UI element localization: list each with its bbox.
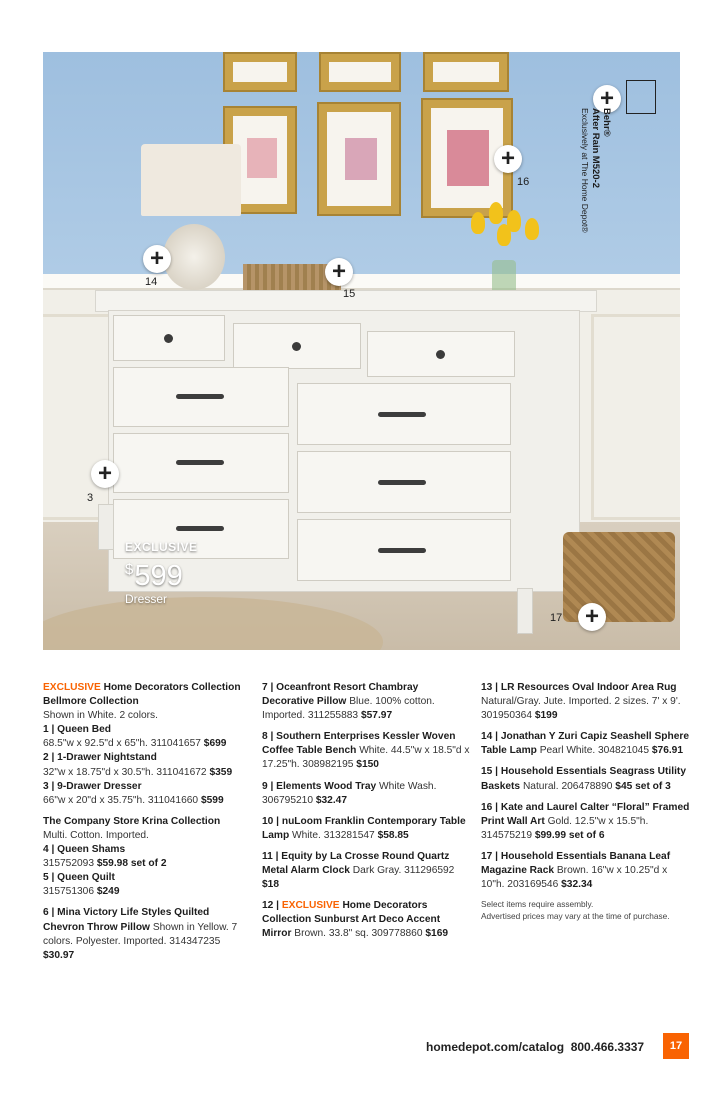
item-price: $57.97: [360, 710, 393, 722]
item-title: 9 | Elements Wood Tray: [262, 780, 377, 792]
dresser-drawer[interactable]: [367, 331, 515, 377]
catalog-url[interactable]: homedepot.com/catalog: [426, 1040, 565, 1054]
hotspot-label: 15: [343, 288, 356, 300]
listing-column-2: [262, 681, 472, 949]
drawer-knob: [164, 334, 173, 343]
listing-column-1: [43, 681, 248, 970]
item-desc: Dark Gray. 311296592: [352, 865, 455, 877]
framed-print[interactable]: [223, 52, 297, 92]
dresser-drawer[interactable]: [297, 451, 511, 513]
item-desc: Pearl White. 304821045: [539, 745, 650, 757]
phone-number[interactable]: 800.466.3337: [570, 1040, 645, 1054]
listing-column-3: [481, 681, 691, 922]
item-price: $599: [200, 794, 224, 806]
item-desc: White. 44.5"w x 18.5"d x 17.25"h. 308982195: [262, 745, 470, 771]
currency-symbol: $: [125, 561, 134, 578]
footer-contact: [426, 1040, 644, 1054]
dresser-drawer[interactable]: [113, 433, 289, 493]
item-number: 12 |: [262, 900, 280, 912]
item-title: 3 | 9-Drawer Dresser: [43, 780, 142, 792]
paint-swatch: [626, 80, 656, 114]
item-desc: 66"w x 20"d x 35.75"h. 311041660: [43, 794, 199, 806]
drawer-pull: [378, 548, 426, 553]
item-desc: Blue. 100% cotton. Imported. 311255883: [262, 696, 435, 722]
item-price: $199: [534, 710, 558, 722]
hotspot-plus-icon[interactable]: +: [91, 460, 119, 488]
price-value: 599: [134, 560, 183, 592]
drawer-knob: [436, 350, 445, 359]
collection-name: The Company Store Krina Collection: [43, 815, 221, 827]
framed-print[interactable]: [319, 52, 401, 92]
wall-panel: [591, 314, 680, 520]
item-title: 6 | Mina Victory Life Styles Quilted Chevron Throw Pillow: [43, 907, 210, 933]
collection-note: Shown in White. 2 colors.: [43, 710, 158, 722]
item-price: $76.91: [651, 745, 684, 757]
exclusive-badge: EXCLUSIVE: [43, 682, 101, 693]
hotspot-plus-icon[interactable]: +: [578, 603, 606, 631]
item-title: 7 | Oceanfront Resort Chambray Decorative Pillow: [262, 682, 419, 708]
collection-note: Multi. Cotton. Imported.: [43, 829, 149, 841]
drawer-pull: [176, 460, 224, 465]
item-price: $150: [356, 759, 379, 771]
dresser-drawer[interactable]: [113, 367, 289, 427]
item-price: $249: [96, 886, 120, 898]
item-desc: 315751306: [43, 886, 94, 898]
hotspot-plus-icon[interactable]: +: [325, 258, 353, 286]
room-photo: [43, 52, 680, 650]
hotspot-plus-icon[interactable]: +: [593, 85, 621, 113]
framed-print[interactable]: [423, 52, 509, 92]
item-title: 2 | 1-Drawer Nightstand: [43, 752, 157, 764]
hotspot-label: 14: [145, 276, 158, 288]
dresser-drawer[interactable]: [233, 323, 361, 369]
item-desc: Natural/Gray. Jute. Imported. 2 sizes. 7' x 9'. 301950364: [481, 696, 681, 722]
item-title: 15 | Household Essentials Seagrass Utility Baskets: [481, 766, 686, 792]
hotspot-label: 16: [517, 176, 530, 188]
drawer-pull: [378, 412, 426, 417]
item-title: 13 | LR Resources Oval Indoor Area Rug: [481, 682, 677, 693]
collection-name: Home Decorators Collection Bellmore Collection: [43, 682, 241, 708]
disclaimer: [481, 899, 691, 922]
exclusive-price-tag: [125, 540, 198, 606]
paint-note: Exclusively at The Home Depot®: [580, 108, 590, 233]
item-price: $32.47: [315, 794, 348, 806]
disclaimer-prices: Advertised prices may vary at the time of purchase.: [481, 910, 670, 921]
item-title: 5 | Queen Quilt: [43, 872, 115, 884]
hotspot-label: 17: [550, 612, 563, 624]
item-price: $32.34: [561, 879, 593, 891]
item-desc: White. 313281547: [292, 829, 375, 841]
item-desc: Shown in Yellow. 7 colors. Polyester. Imported. 314347235: [43, 921, 238, 947]
tag-price: [125, 554, 198, 592]
item-desc: Natural. 206478890: [522, 780, 613, 792]
dresser-drawer[interactable]: [297, 519, 511, 581]
drawer-pull: [378, 480, 426, 485]
item-title: 14 | Jonathan Y Zuri Capiz Seashell Sphere Table Lamp: [481, 731, 689, 757]
dresser-leg: [98, 504, 114, 550]
item-title: 16 | Kate and Laurel Calter “Floral” Framed Print Wall Art: [481, 801, 690, 827]
drawer-pull: [176, 394, 224, 399]
item-title: Home Decorators Collection Sunburst Art Deco Accent Mirror: [262, 900, 441, 940]
item-price: $30.97: [43, 949, 75, 961]
paint-brand: Behr®: [601, 108, 612, 137]
item-desc: Gold. 12.5"w x 15.5"h. 314575219: [481, 815, 649, 841]
paint-name: After Rain: [590, 108, 601, 154]
item-price: $169: [425, 928, 449, 940]
hotspot-plus-icon[interactable]: +: [143, 245, 171, 273]
item-price: $59.98 set of 2: [96, 858, 167, 870]
paint-code: M520-2: [590, 155, 601, 188]
item-price: $699: [203, 738, 227, 750]
exclusive-badge: EXCLUSIVE: [281, 900, 340, 912]
dresser-leg: [517, 588, 533, 634]
item-price: $58.85: [377, 829, 409, 841]
tag-item: Dresser: [125, 592, 168, 606]
item-desc: Brown. 16"w x 10.25"d x 10"h. 203169546: [481, 865, 668, 891]
item-price: $99.99 set of 6: [534, 829, 605, 841]
hotspot-label: 3: [87, 492, 94, 504]
item-desc: White Wash. 306795210: [262, 780, 437, 806]
hotspot-plus-icon[interactable]: +: [494, 145, 522, 173]
item-desc: 315752093: [43, 858, 94, 870]
item-price: $18: [262, 879, 279, 891]
disclaimer-assembly: Select items require assembly.: [481, 899, 594, 910]
drawer-pull: [176, 526, 224, 531]
item-desc: 68.5"w x 92.5"d x 65"h. 311041657: [43, 738, 201, 750]
item-desc: Brown. 33.8" sq. 309778860: [294, 928, 423, 940]
item-title: 11 | Equity by La Crosse Round Quartz Metal Alarm Clock: [262, 850, 450, 877]
item-desc: 32"w x 18.75"d x 30.5"h. 311041672: [43, 766, 207, 778]
item-title: 1 | Queen Bed: [43, 724, 111, 736]
tulips: [467, 202, 551, 266]
dresser-drawer[interactable]: [297, 383, 511, 445]
item-price: $359: [209, 766, 233, 778]
drawer-knob: [292, 342, 301, 351]
item-title: 10 | nuLoom Franklin Contemporary Table Lamp: [262, 815, 466, 841]
paint-color-label: [580, 108, 612, 308]
exclusive-label: EXCLUSIVE: [125, 540, 198, 554]
item-title: 4 | Queen Shams: [43, 844, 126, 856]
seashell-lamp-base[interactable]: [163, 224, 225, 290]
item-title: 17 | Household Essentials Banana Leaf Magazine Rack: [481, 850, 671, 877]
page-number: 17: [663, 1033, 689, 1059]
lamp-shade: [141, 144, 241, 216]
dresser-drawer[interactable]: [113, 315, 225, 361]
framed-print[interactable]: [317, 102, 401, 216]
item-price: $45 set of 3: [615, 780, 671, 792]
item-title: 8 | Southern Enterprises Kessler Woven Coffee Table Bench: [262, 731, 456, 757]
